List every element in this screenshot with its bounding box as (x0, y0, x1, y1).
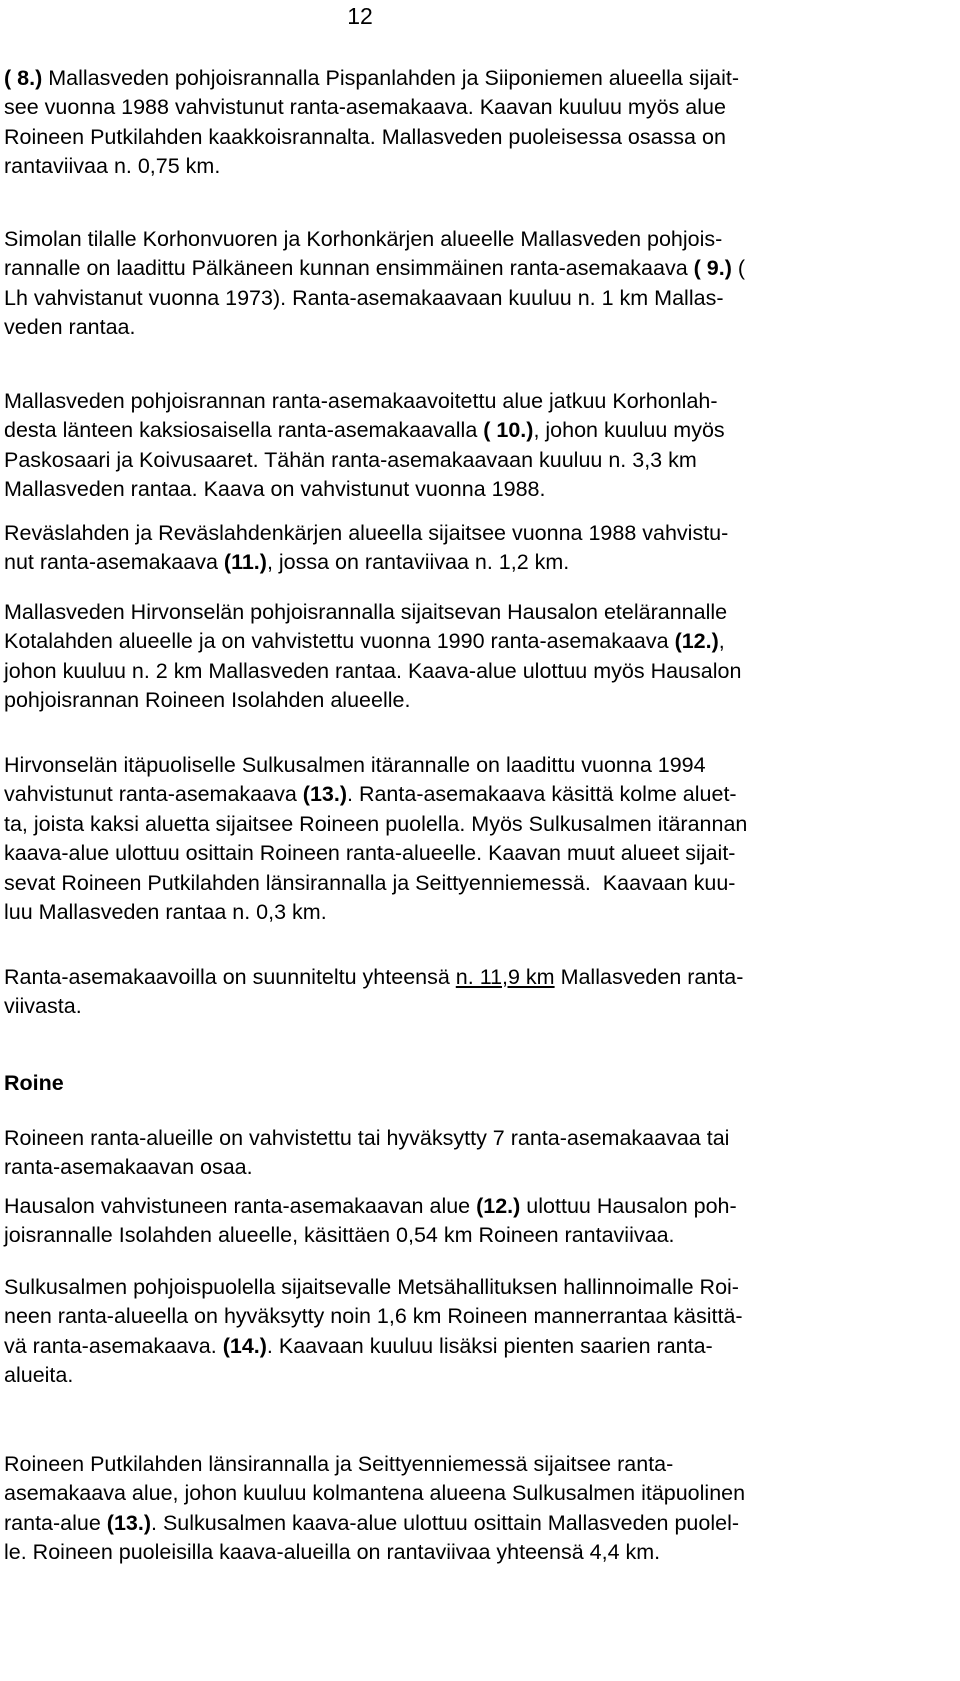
plan-reference: (13.) (106, 1510, 152, 1535)
text-run: Mallasveden pohjoisrannan ranta-asemakaavoitettu alue jatkuu Korhonlah- (4, 389, 718, 413)
plan-reference: (12.) (476, 1194, 521, 1218)
text-run: johon kuuluu n. 2 km Mallasveden rantaa. Kaava-alue ulottuu myös Hausalon (4, 658, 742, 683)
text-run: alueita. (4, 1363, 74, 1388)
text-line (4, 1479, 956, 1508)
text-run: luu Mallasveden rantaa n. 0,3 km. (4, 900, 327, 925)
text-run: , jossa on rantaviivaa n. 1,2 km. (266, 550, 570, 575)
text-run: joisrannalle Isolahden alueelle, käsittäen 0,54 km Roineen rantaviivaa. (4, 1223, 675, 1248)
text-line (4, 416, 956, 445)
text-run: Roineen ranta-alueille on vahvistettu tai hyväksytty 7 ranta-asemakaavaa tai (4, 1126, 730, 1150)
text-run: ta, joista kaksi aluetta sijaitsee Roineen puolella. Myös Sulkusalmen itärannan (4, 811, 748, 836)
text-run: Kotalahden alueelle ja on vahvistettu vuonna 1990 ranta-asemakaava (4, 629, 675, 654)
text-run: Lh vahvistanut vuonna 1973). Ranta-asemakaavaan kuuluu n. 1 km Mallas- (4, 285, 724, 310)
text-run: Mallasveden ranta- (554, 965, 744, 989)
text-line (4, 1450, 956, 1479)
paragraph-roine-summary (0, 1124, 956, 1183)
text-run: see vuonna 1988 vahvistunut ranta-asemakaava. Kaavan kuuluu myös alue (4, 95, 726, 120)
paragraph-plan-10 (0, 387, 956, 505)
text-run: . Sulkusalmen kaava-alue ulottuu osittain Mallasveden puolel- (151, 1510, 740, 1535)
plan-reference: ( 9.) (693, 256, 732, 281)
text-line (4, 992, 956, 1021)
text-line (4, 1509, 956, 1538)
text-line (4, 598, 956, 627)
text-run: nut ranta-asemakaava (4, 550, 224, 575)
section-heading-roine: Roine (4, 1071, 64, 1095)
plan-reference: ( 8.) (4, 66, 43, 90)
text-line (4, 1332, 956, 1361)
text-run: ranta-alue (4, 1510, 107, 1535)
text-run: sevat Roineen Putkilahden länsirannalla ja Seittyenniemessä. Kaavaan kuu- (4, 870, 736, 895)
text-run: . Ranta-asemakaava käsittä kolme aluet- (347, 782, 737, 807)
text-line (4, 1273, 956, 1302)
paragraph-total-length (0, 963, 956, 1022)
text-run: . Kaavaan kuuluu lisäksi pienten saarien ranta- (266, 1333, 713, 1358)
paragraph-plan-9 (0, 225, 956, 343)
text-run: rannalle on laadittu Pälkäneen kunnan ensimmäinen ranta-asemakaava (4, 256, 694, 281)
text-run: kaava-alue ulottuu osittain Roineen ranta-alueelle. Kaavan muut alueet sijait- (4, 841, 736, 866)
plan-reference: (13.) (302, 782, 347, 807)
text-run: le. Roineen puoleisilla kaava-alueilla on rantaviivaa yhteensä 4,4 km. (4, 1540, 661, 1565)
text-run: Roineen Putkilahden länsirannalla ja Seittyenniemessä sijaitsee ranta- (4, 1452, 674, 1476)
text-line (4, 1153, 956, 1182)
text-run: ulottuu Hausalon poh- (520, 1194, 737, 1218)
text-run: vahvistunut ranta-asemakaava (4, 782, 303, 807)
text-run: Mallasveden rantaa. Kaava on vahvistunut vuonna 1988. (4, 477, 546, 502)
text-run: neen ranta-alueella on hyväksytty noin 1,6 km Roineen mannerrantaa käsittä- (4, 1304, 743, 1329)
text-run: Sulkusalmen pohjoispuolella sijaitsevalle Metsähallituksen hallinnoimalle Roi- (4, 1275, 739, 1299)
text-line (4, 810, 956, 839)
text-run: Mallasveden Hirvonselän pohjoisrannalla sijaitsevan Hausalon etelärannalle (4, 600, 728, 624)
text-line (4, 1124, 956, 1153)
plan-reference: (12.) (674, 629, 719, 654)
text-run: , johon kuuluu myös (533, 418, 725, 443)
text-run: veden rantaa. (4, 315, 136, 340)
text-run: ( (731, 256, 746, 281)
plan-reference: ( 10.) (483, 418, 534, 443)
text-line (4, 254, 956, 283)
text-run: Hausalon vahvistuneen ranta-asemakaavan alue (4, 1194, 477, 1218)
text-run: Ranta-asemakaavoilla on suunniteltu yhteensä (4, 965, 456, 989)
text-line (4, 1361, 956, 1390)
text-run: Paskosaari ja Koivusaaret. Tähän ranta-asemakaavaan kuuluu n. 3,3 km (4, 447, 697, 472)
text-line (4, 225, 956, 254)
underlined-value: n. 11,9 km (455, 965, 555, 989)
plan-reference: (14.) (222, 1333, 267, 1358)
text-line (4, 627, 956, 656)
text-line (4, 657, 956, 686)
text-run: Roineen Putkilahden kaakkoisrannalta. Mallasveden puoleisessa osassa on (4, 124, 726, 149)
text-line (4, 1192, 956, 1221)
text-line (4, 64, 956, 93)
text-run: pohjoisrannan Roineen Isolahden alueelle. (4, 688, 411, 713)
text-run: asemakaava alue, johon kuuluu kolmantena alueena Sulkusalmen itäpuolinen (4, 1481, 746, 1506)
text-run: desta länteen kaksiosaisella ranta-asemakaavalla (4, 418, 484, 443)
text-line (4, 780, 956, 809)
text-line (4, 686, 956, 715)
text-run: , (718, 629, 725, 654)
text-line (4, 313, 956, 342)
paragraph-roine-putkilahti (0, 1450, 956, 1568)
paragraph-plan-12 (0, 598, 956, 716)
text-line (4, 284, 956, 313)
text-run: vä ranta-asemakaava. (4, 1333, 223, 1358)
text-run: viivasta. (4, 994, 82, 1019)
page-number: 12 (347, 3, 373, 29)
text-run: Hirvonselän itäpuoliselle Sulkusalmen itärannalle on laadittu vuonna 1994 (4, 753, 706, 777)
text-line (4, 548, 956, 577)
text-line (4, 446, 956, 475)
paragraph-plan-8 (0, 64, 956, 182)
text-line (4, 475, 956, 504)
text-line (4, 1221, 956, 1250)
text-run: Mallasveden pohjoisrannalla Pispanlahden ja Siiponiemen alueella sijait- (42, 66, 740, 90)
text-run: ranta-asemakaavan osaa. (4, 1155, 253, 1180)
paragraph-roine-hausalo (0, 1192, 956, 1251)
text-line (4, 519, 956, 548)
text-line (4, 839, 956, 868)
text-line (4, 93, 956, 122)
paragraph-plan-11 (0, 519, 956, 578)
text-line (4, 1302, 956, 1331)
text-line (4, 123, 956, 152)
text-line (4, 963, 956, 992)
text-line (4, 152, 956, 181)
text-line (4, 387, 956, 416)
text-run: rantaviivaa n. 0,75 km. (4, 154, 221, 179)
text-run: Reväslahden ja Reväslahdenkärjen alueella sijaitsee vuonna 1988 vahvistu- (4, 521, 729, 545)
text-line (4, 1538, 956, 1567)
text-line (4, 751, 956, 780)
text-line (4, 898, 956, 927)
paragraph-roine-sulkusalmi (0, 1273, 956, 1391)
paragraph-plan-13 (0, 751, 956, 927)
text-run: Simolan tilalle Korhonvuoren ja Korhonkärjen alueelle Mallasveden pohjois- (4, 227, 723, 251)
text-line (4, 869, 956, 898)
plan-reference: (11.) (223, 550, 267, 575)
